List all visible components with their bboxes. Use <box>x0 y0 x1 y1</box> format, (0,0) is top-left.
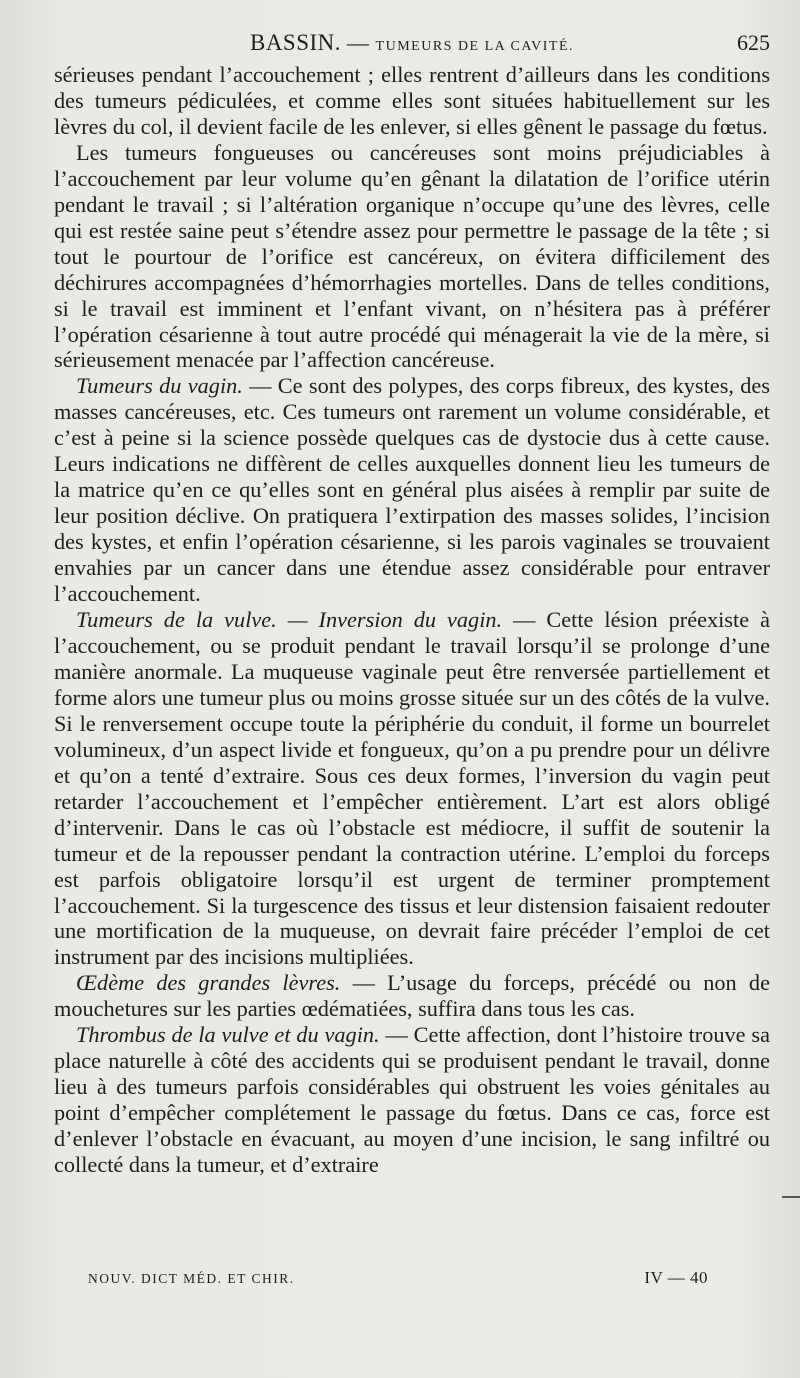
paragraph-label: Thrombus de la vulve et du vagin. <box>76 1022 380 1048</box>
paragraph-text: Les tumeurs fongueuses ou cancéreuses sont moins préjudiciables à l’accouchement par leur volume qu’en gênant la dilatation de l’orifice utérin pendant le travail ; si l’altération organique n’occupe qu’une des lèvres, celle qui est restée saine peut s’étendre assez pour permettre le passage de la tête ; si tout le pourtour de l’orifice est cancéreux, on évitera difficilement des déchirures accompagnées d’hémorrhagies mortelles. Dans de telles conditions, si le travail est imminent et l’enfant vivant, on n’hésitera pas à préférer l’opération césarienne à tout autre procédé qui ménagerait la vie de la mère, si sérieusement menacée par l’affection cancéreuse. <box>54 139 770 373</box>
running-head-dash: — <box>347 30 370 55</box>
page-header <box>54 30 770 64</box>
paragraph-label: Œdème des grandes lèvres. <box>76 970 341 996</box>
paragraph-text: — Ce sont des polypes, des corps fibreux, des kystes, des masses cancéreuses, etc. Ces tumeurs ont rarement un volume considérable, et c’est à peine si la science possède quelques cas de dystocie dus à cette cause. Leurs indications ne diffèrent de celles auxquelles donnent lieu les tumeurs de la matrice qu’en ce qu’elles sont en général plus aisées à remplir par suite de leur position déclive. On pratiquera l’extirpation des masses solides, l’incision des kystes, et enfin l’opération césarienne, si les parois vaginales se trouvaient envahies par un cancer dans une étendue assez considérable pour entraver l’accouchement. <box>54 373 770 607</box>
paragraph-thrombus <box>54 1022 770 1178</box>
paragraph-continued <box>54 62 770 140</box>
page-footer <box>88 1268 708 1290</box>
paragraph-text: — Cette affection, dont l’histoire trouve sa place naturelle à côté des accidents qui se produisent pendant le travail, donne lieu à des tumeurs parfois considérables qui obstruent les voies génitales au point d’empêcher complétement le passage du fœtus. Dans ce cas, force est d’enlever l’obstacle en évacuant, au moyen d’une incision, le sang infiltré ou collecté dans la tumeur, et d’extraire <box>54 1022 770 1178</box>
running-head-subject: TUMEURS DE LA CAVITÉ. <box>375 39 575 54</box>
running-head-section: BASSIN. <box>249 30 342 55</box>
volume-signature: IV — 40 <box>644 1268 708 1287</box>
paragraph-vulvar-tumors <box>54 607 770 970</box>
running-head <box>54 30 770 56</box>
paragraph-vaginal-tumors <box>54 373 770 607</box>
paragraph-text: — L’usage du forceps, précédé ou non de mouchetures sur les parties œdématiées, suffira dans tous les cas. <box>54 970 770 1022</box>
paragraph-label: Tumeurs de la vulve. — Inversion du vagin. <box>76 607 503 633</box>
paragraph-text: sérieuses pendant l’accouchement ; elles rentrent d’ailleurs dans les conditions des tumeurs pédiculées, et comme elles sont situées habituellement sur les lèvres du col, il devient facile de les enlever, si elles gênent le passage du fœtus. <box>54 62 770 139</box>
paragraph-labial-edema <box>54 970 770 1022</box>
paragraph-label: Tumeurs du vagin. <box>76 373 243 399</box>
paragraph-text: — Cette lésion préexiste à l’accouchement, ou se produit pendant le travail lorsqu’il se prolonge d’une manière anormale. La muqueuse vaginale peut être renversée partiellement et forme alors une tumeur plus ou moins grosse située sur un des côtés de la vulve. Si le renversement occupe toute la périphérie du conduit, il forme un bourrelet volumineux, d’un aspect livide et fongueux, qu’on a pu prendre pour un délivre et qu’on a tenté d’extraire. Sous ces deux formes, l’inversion du vagin peut retarder l’accouchement et l’empêcher entièrement. L’art est alors obligé d’intervenir. Dans le cas où l’obstacle est médiocre, il suffit de soutenir la tumeur et de la repousser pendant la contraction utérine. L’emploi du forceps est parfois obligatoire lorsqu’il est urgent de terminer promptement l’accouchement. Si la turgescence des tissus et leur distension faisaient redouter une mortification de la muqueuse, on devrait faire précéder l’emploi de cet instrument par des incisions multipliées. <box>54 607 771 970</box>
signature-mark: NOUV. DICT MÉD. ET CHIR. <box>88 1271 295 1286</box>
paragraph-fungous-tumors <box>54 140 770 374</box>
margin-mark <box>782 1196 800 1198</box>
body-text <box>54 62 770 1178</box>
page-number: 625 <box>737 30 770 55</box>
